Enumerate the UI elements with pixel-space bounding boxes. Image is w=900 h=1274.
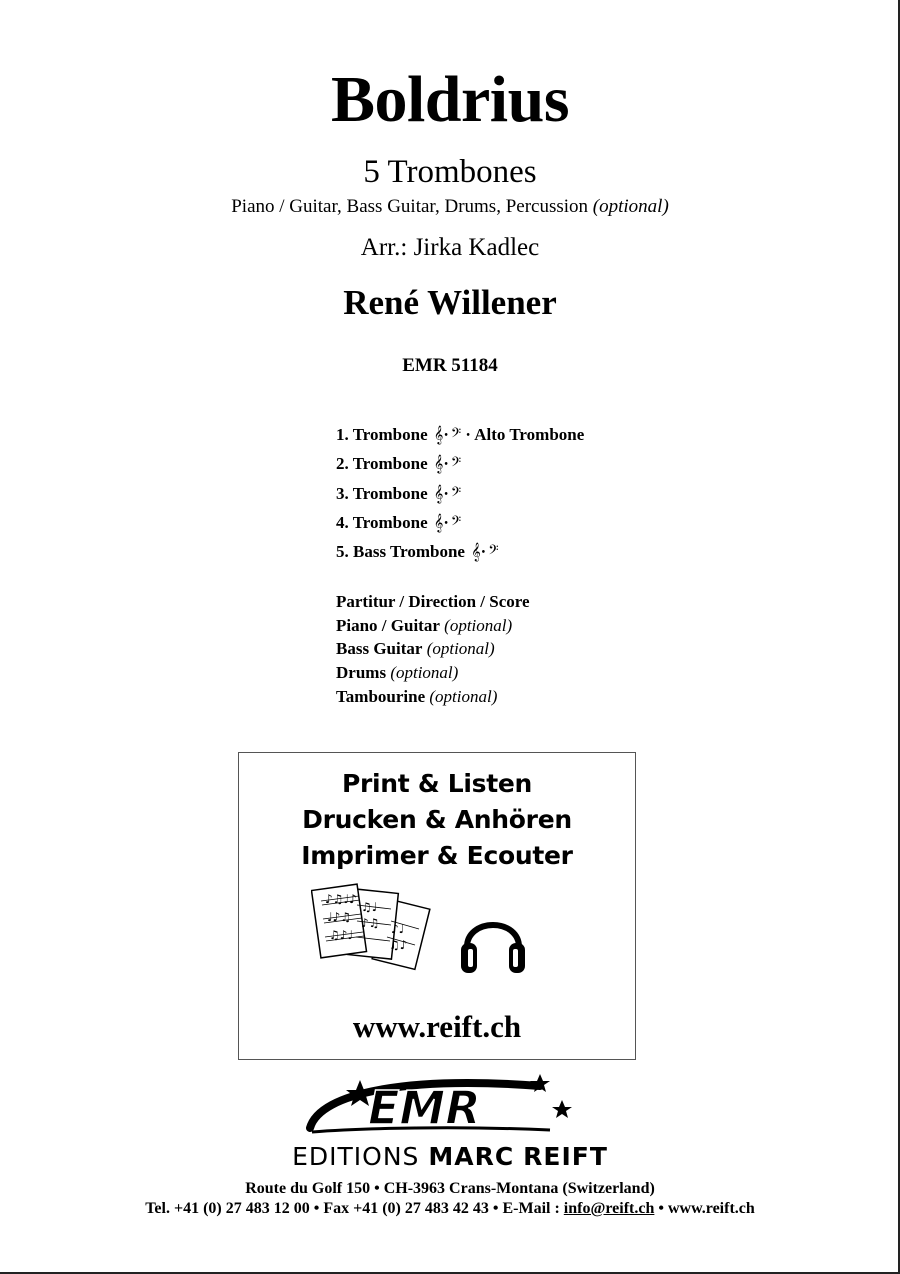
bass-clef-icon: 𝄢 [488,542,499,562]
score-item-note: (optional) [429,686,498,706]
separator-dot-icon: • [444,430,448,442]
score-item [336,685,530,709]
promo-line-fr: Imprimer & Ecouter [301,841,573,870]
publisher-name-part2: MARC [428,1142,515,1171]
sheet-music-icon [311,881,441,981]
treble-clef-icon: 𝄞 [471,542,481,562]
promo-line-de: Drucken & Anhören [302,805,572,834]
part-item [336,541,584,570]
part-label: 1. Trombone [336,425,428,444]
publisher-name-part3: REIFT [523,1142,608,1171]
separator-dot-icon: • [481,547,486,559]
bass-clef-icon: 𝄢 [450,454,462,474]
emr-logo [300,1070,600,1140]
separator-dot-icon: • [444,517,448,529]
score-item [336,637,530,661]
score-item-note: (optional) [444,615,513,635]
score-item-note: (optional) [426,639,495,659]
part-item [336,512,584,541]
score-item-note: (optional) [390,663,459,683]
subtitle: 5 Trombones [363,154,537,190]
bass-clef-icon: 𝄢 [450,483,462,503]
part-item [336,453,584,482]
promo-line-en: Print & Listen [341,769,533,798]
publisher-name [0,1142,900,1171]
contact-website: • www.reift.ch [658,1200,755,1217]
logo-text: EMR [368,1081,481,1135]
part-label: 5. Bass Trombone [336,542,465,562]
score-item [336,661,530,685]
svg-text:♪♫♩♪: ♪♫♩♪ [325,892,357,906]
bass-clef-icon: 𝄢 [450,425,462,444]
page-title: Boldrius [330,63,570,136]
publisher-address: Route du Golf 150 • CH-3963 Crans-Montana (Switzerland) [245,1180,655,1197]
svg-text:♪♩: ♪♩ [391,922,405,936]
score-item-label: Piano / Guitar [336,615,440,635]
score-item-label: Partitur / Direction / Score [336,592,530,611]
promo-url[interactable]: www.reift.ch [352,1009,522,1044]
part-label: 4. Trombone [336,512,428,532]
svg-text:♪♫: ♪♫ [361,916,380,930]
score-item-label: Drums [336,663,387,683]
treble-clef-icon: 𝄞 [433,483,444,503]
separator-dot-icon: • [444,488,448,500]
part-extra: Alto Trombone [474,425,585,444]
score-list [336,590,530,709]
score-item-label: Tambourine [336,686,426,706]
print-listen-box [238,752,636,1060]
publisher-contact [0,1200,900,1218]
instrumentation-text: Piano / Guitar, Bass Guitar, Drums, Percussion [231,196,589,217]
svg-text:♩♪♫: ♩♪♫ [327,910,352,924]
composer: René Willener [343,283,557,322]
score-item [336,590,530,614]
instrumentation-optional: (optional) [592,196,669,217]
part-item [336,483,584,512]
score-item-label: Bass Guitar [336,639,423,659]
arranger: Arr.: Jirka Kadlec [360,234,540,261]
part-item [336,424,584,453]
email-link[interactable]: info@reift.ch [563,1200,655,1217]
instrumentation [0,196,900,218]
treble-clef-icon: 𝄞 [433,425,444,444]
parts-list [336,424,584,570]
publisher-name-part1: EDITIONS [292,1142,420,1171]
separator-dot-icon: • [466,430,470,442]
part-label: 3. Trombone [336,483,428,503]
catalog-number: EMR 51184 [402,355,498,376]
svg-text:♫♩: ♫♩ [361,900,378,914]
treble-clef-icon: 𝄞 [433,512,444,532]
separator-dot-icon: • [444,459,448,471]
svg-text:♫♪: ♫♪ [389,938,408,952]
part-label: 2. Trombone [336,454,428,474]
headphones-icon [457,903,529,979]
svg-text:♫♪♩: ♫♪♩ [329,928,354,942]
bass-clef-icon: 𝄢 [450,512,462,532]
treble-clef-icon: 𝄞 [433,454,444,474]
contact-phone-fax: Tel. +41 (0) 27 483 12 00 • Fax +41 (0) 27 483 42 43 • E-Mail : [145,1200,560,1217]
score-item [336,614,530,638]
